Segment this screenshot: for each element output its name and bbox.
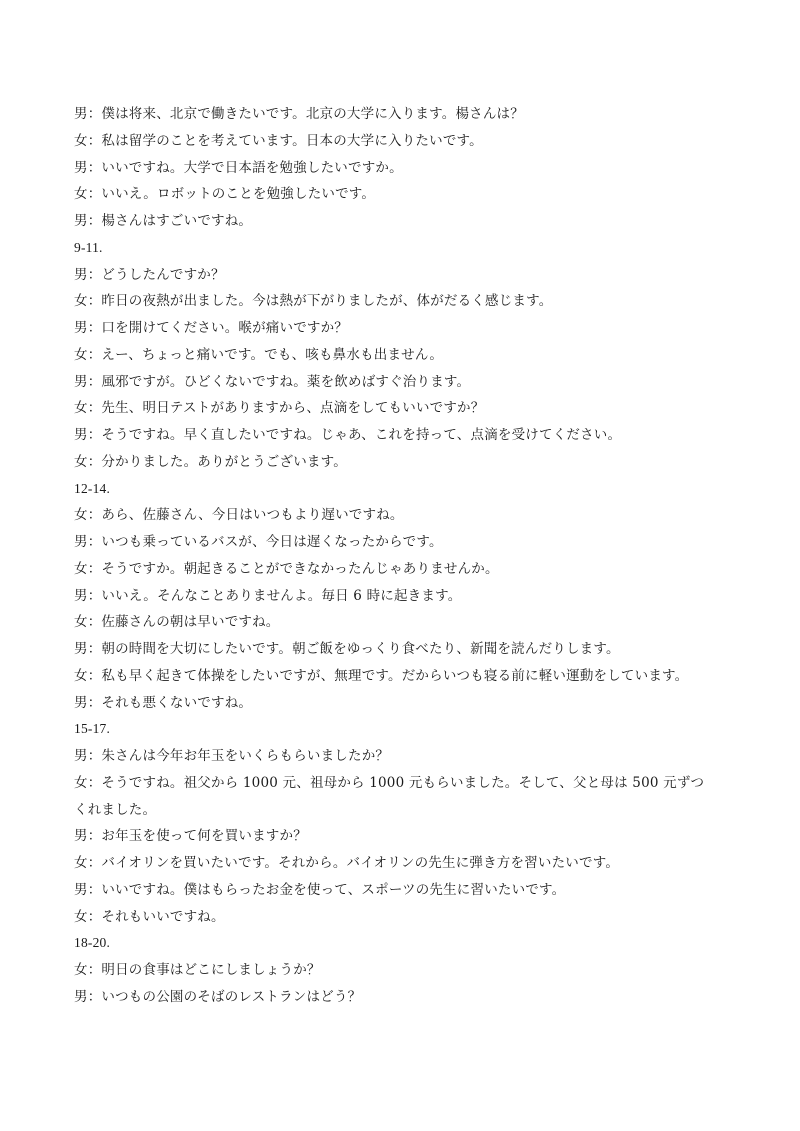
- section-number: 18-20.: [74, 935, 111, 951]
- dialogue-line-continuation: くれました。: [74, 801, 157, 818]
- dialogue-line: 男：それも悪くないですね。: [74, 694, 253, 711]
- dialogue-line: 男：風邪ですが。ひどくないですね。薬を飲めばすぐ治ります。: [74, 373, 471, 390]
- dialogue-line: 男：いつも乗っているバスが、今日は遅くなったからです。: [74, 534, 443, 550]
- dialogue-line: 男：いいですね。僕はもらったお金を使って、スポーツの先生に習いたいです。: [74, 881, 566, 898]
- transcript-lines: [74, 101, 734, 1011]
- dialogue-line: 女：そうですか。朝起きることができなかったんじゃありませんか。: [74, 560, 499, 577]
- dialogue-line: 男：いいえ。そんなことありませんよ。毎日 6 時に起きます。: [74, 587, 462, 604]
- dialogue-line: 女：分かりました。ありがとうございます。: [74, 453, 347, 470]
- dialogue-line: 男：楊さんはすごいですね。: [74, 213, 253, 229]
- dialogue-line: 男：そうですね。早く直したいですね。じゃあ、これを持って、点滴を受けてください。: [74, 427, 622, 443]
- dialogue-line: 女：明日の食事はどこにしましょうか？: [74, 962, 321, 978]
- dialogue-line: 女：私は留学のことを考えています。日本の大学に入りたいです。: [74, 132, 483, 149]
- dialogue-line: 男：僕は将来、北京で働きたいです。北京の大学に入ります。楊さんは？: [74, 106, 524, 122]
- dialogue-line: 女：そうですね。祖父から 1000 元、祖母から 1000 元もらいました。そして、父と母は 500 元ずつ: [74, 774, 705, 791]
- dialogue-line: 女：いいえ。ロボットのことを勉強したいです。: [74, 186, 376, 203]
- dialogue-line: 男：いつもの公園のそばのレストランはどう？: [74, 988, 362, 1005]
- dialogue-line: 女：バイオリンを買いたいです。それから。バイオリンの先生に弾き方を習いたいです。: [74, 855, 620, 871]
- dialogue-line: 女：佐藤さんの朝は早いですね。: [74, 614, 280, 631]
- dialogue-line: 女：えー、ちょっと痛いです。でも、咳も鼻水も出ません。: [74, 346, 444, 363]
- section-number: 9-11.: [74, 239, 103, 255]
- dialogue-line: 男：どうしたんですか？: [74, 266, 225, 283]
- dialogue-line: 男：口を開けてください。喉が痛いですか？: [74, 320, 348, 336]
- dialogue-line: 女：それもいいですね。: [74, 908, 225, 925]
- section-number: 12-14.: [74, 480, 111, 496]
- dialogue-line: 男：お年玉を使って何を買いますか？: [74, 828, 307, 845]
- dialogue-line: 男：いいですね。大学で日本語を勉強したいですか。: [74, 159, 403, 176]
- dialogue-line: 女：私も早く起きて体操をしたいですが、無理です。だからいつも寝る前に軽い運動をしています。: [74, 667, 689, 684]
- section-number: 15-17.: [74, 721, 111, 737]
- dialogue-line: 女：昨日の夜熱が出ました。今は熱が下がりましたが、体がだるく感じます。: [74, 293, 553, 310]
- dialogue-line: 男：朱さんは今年お年玉をいくらもらいましたか？: [74, 748, 390, 764]
- dialogue-line: 女：先生、明日テストがありますから、点滴をしてもいいですか？: [74, 400, 485, 417]
- dialogue-line: 女：あら、佐藤さん、今日はいつもより遅いですね。: [74, 507, 404, 524]
- dialogue-line: 男：朝の時間を大切にしたいです。朝ご飯をゆっくり食べたり、新聞を読んだりします。: [74, 641, 620, 657]
